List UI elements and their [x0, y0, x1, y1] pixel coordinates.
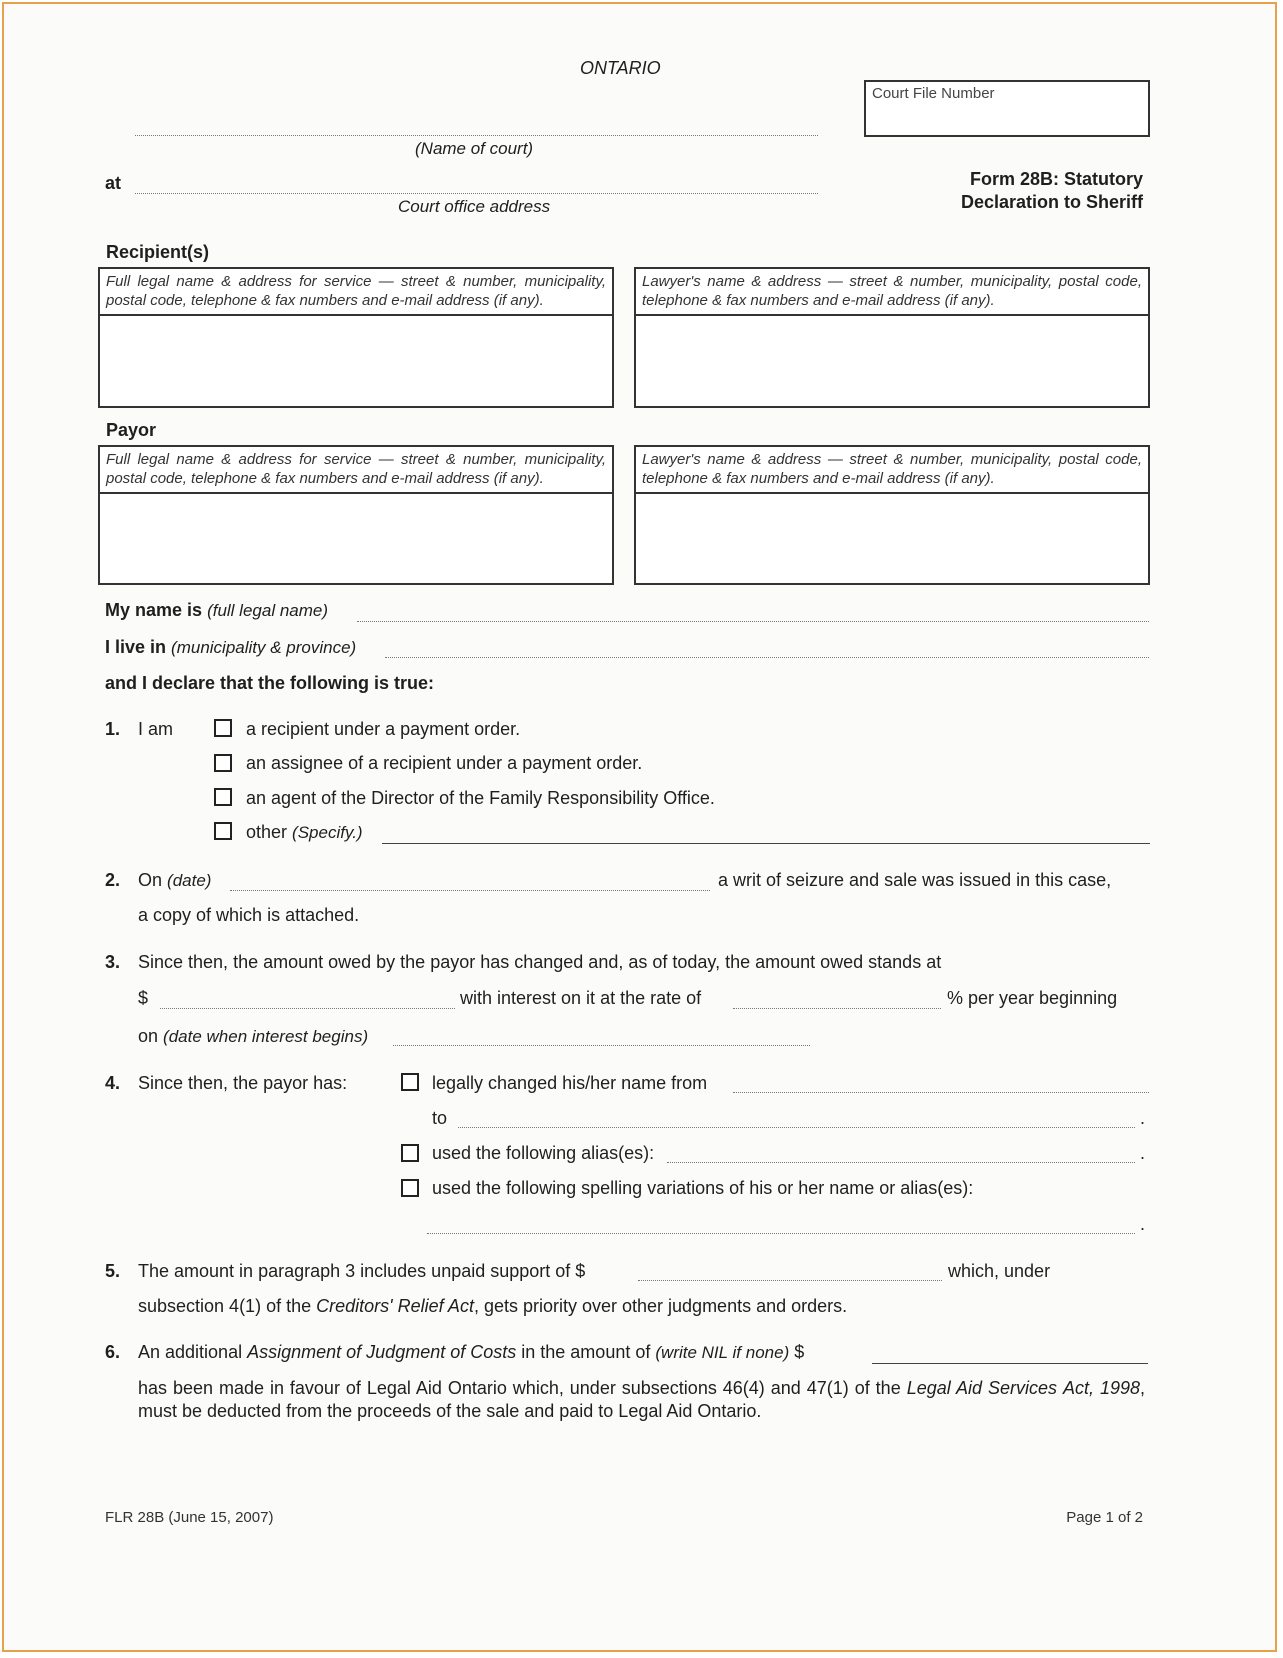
- recipient-lawyer-box[interactable]: [634, 267, 1150, 408]
- interest-date-line[interactable]: [393, 1045, 810, 1046]
- recipient-address-caption: Full legal name & address for service — street & number, municipality, postal code, telephone & fax numbers and e-mail address (if any).: [100, 269, 612, 316]
- payor-lawyer-box[interactable]: [634, 445, 1150, 585]
- option-other-hint: (Specify.): [292, 823, 363, 842]
- para6-body: [138, 1377, 1145, 1423]
- recipient-address-box[interactable]: [98, 267, 614, 408]
- assignment-of-costs: Assignment of Judgment of Costs: [247, 1342, 517, 1362]
- option-other-label: other: [246, 822, 288, 842]
- recipient-lawyer-caption: Lawyer's name & address — street & number, municipality, postal code, telephone & fax numbers and e-mail address (if any).: [636, 269, 1148, 316]
- para4-lead: Since then, the payor has:: [138, 1073, 348, 1093]
- para3-dollar: $: [138, 988, 149, 1008]
- name-of-court-caption: (Name of court): [415, 139, 534, 158]
- para1-lead: I am: [138, 719, 174, 739]
- para6-text-d: , must be deducted from the proceeds of the sale and paid to Legal Aid Ontario.: [138, 1378, 1146, 1421]
- para2-on: On: [138, 870, 163, 890]
- option-assignee-checkbox[interactable]: [214, 754, 232, 772]
- unpaid-support-line[interactable]: [638, 1280, 942, 1281]
- at-label: at: [105, 173, 122, 193]
- page-number: Page 1 of 2: [1066, 1509, 1143, 1526]
- option-assignee-label: an assignee of a recipient under a payment order.: [246, 753, 643, 773]
- para6-text-b: in the amount of: [521, 1342, 651, 1362]
- para4-number: 4.: [105, 1073, 121, 1093]
- para2-number: 2.: [105, 870, 121, 890]
- para5-line2: [138, 1296, 847, 1317]
- full-name-line[interactable]: [357, 621, 1149, 622]
- para3-number: 3.: [105, 952, 121, 972]
- court-file-number-box[interactable]: [864, 80, 1150, 137]
- period-3: .: [1140, 1214, 1146, 1234]
- para3-line1: Since then, the amount owed by the payor has changed and, as of today, the amount owed stands at: [138, 952, 942, 972]
- option-other-row: [246, 822, 363, 843]
- para6-text-c: has been made in favour of Legal Aid Ontario which, under subsections 46(4) and 47(1) of the: [138, 1378, 901, 1398]
- legal-aid-act-part1: Legal Aid Services: [906, 1378, 1058, 1398]
- former-name-line[interactable]: [733, 1092, 1149, 1093]
- option-agent-checkbox[interactable]: [214, 788, 232, 806]
- period-2: .: [1140, 1143, 1146, 1163]
- option-recipient-checkbox[interactable]: [214, 719, 232, 737]
- period-1: .: [1140, 1108, 1146, 1128]
- option-recipient-label: a recipient under a payment order.: [246, 719, 521, 739]
- interest-rate-line[interactable]: [733, 1008, 941, 1009]
- other-specify-line[interactable]: [382, 843, 1150, 844]
- para3-on-row: [138, 1026, 368, 1047]
- court-file-number-label: Court File Number: [872, 85, 995, 102]
- recipients-heading: Recipient(s): [106, 242, 210, 262]
- new-name-line[interactable]: [458, 1127, 1135, 1128]
- live-in-hint: (municipality & province): [171, 638, 357, 657]
- municipality-line[interactable]: [385, 657, 1149, 658]
- para3-percent-text: % per year beginning: [947, 988, 1118, 1008]
- legal-aid-act-part2: Act, 1998: [1062, 1378, 1140, 1398]
- para2-date-hint: (date): [167, 871, 212, 890]
- my-name-hint: (full legal name): [207, 601, 329, 620]
- my-name-label: My name is: [105, 600, 203, 620]
- costs-amount-line[interactable]: [872, 1363, 1148, 1364]
- spelling-line[interactable]: [427, 1233, 1135, 1234]
- creditors-relief-act: Creditors' Relief Act: [316, 1296, 474, 1316]
- court-name-line[interactable]: [135, 135, 818, 136]
- alias-checkbox[interactable]: [401, 1144, 419, 1162]
- form-title: [900, 168, 1143, 214]
- amount-owed-line[interactable]: [160, 1008, 455, 1009]
- name-change-label: legally changed his/her name from: [432, 1073, 708, 1093]
- para2-text-b: a copy of which is attached.: [138, 905, 360, 925]
- para6-dollar: $: [794, 1342, 805, 1362]
- para5-text-c1: subsection 4(1) of the: [138, 1296, 312, 1316]
- court-address-line[interactable]: [135, 193, 818, 194]
- alias-line[interactable]: [667, 1162, 1135, 1163]
- name-change-checkbox[interactable]: [401, 1073, 419, 1091]
- para6-number: 6.: [105, 1342, 121, 1362]
- writ-date-line[interactable]: [230, 890, 710, 891]
- form-id: FLR 28B (June 15, 2007): [105, 1509, 274, 1526]
- para2-on-row: [138, 870, 211, 891]
- para3-interest-text: with interest on it at the rate of: [460, 988, 702, 1008]
- para5-text-b: which, under: [948, 1261, 1051, 1281]
- payor-heading: Payor: [106, 420, 157, 440]
- para6-text-a: An additional: [138, 1342, 243, 1362]
- alias-label: used the following alias(es):: [432, 1143, 655, 1163]
- my-name-row: [105, 600, 328, 621]
- para3-on: on: [138, 1026, 159, 1046]
- declare-text: and I declare that the following is true:: [105, 673, 435, 693]
- para1-number: 1.: [105, 719, 121, 739]
- spelling-label: used the following spelling variations of his or her name or alias(es):: [432, 1178, 974, 1198]
- live-in-row: [105, 637, 356, 658]
- form-title-line2: Declaration to Sheriff: [960, 192, 1143, 212]
- court-office-caption: Court office address: [398, 197, 551, 216]
- para5-number: 5.: [105, 1261, 121, 1281]
- spelling-checkbox[interactable]: [401, 1179, 419, 1197]
- option-agent-label: an agent of the Director of the Family Responsibility Office.: [246, 788, 715, 808]
- payor-address-caption: Full legal name & address for service — street & number, municipality, postal code, telephone & fax numbers and e-mail address (if any).: [100, 447, 612, 494]
- payor-lawyer-caption: Lawyer's name & address — street & number, municipality, postal code, telephone & fax numbers and e-mail address (if any).: [636, 447, 1148, 494]
- to-label: to: [432, 1108, 448, 1128]
- para2-text-a: a writ of seizure and sale was issued in this case,: [718, 870, 1112, 890]
- province-title: ONTARIO: [580, 58, 661, 78]
- para5-text-a: The amount in paragraph 3 includes unpaid support of $: [138, 1261, 586, 1281]
- payor-address-box[interactable]: [98, 445, 614, 585]
- option-other-checkbox[interactable]: [214, 822, 232, 840]
- form-title-line1: Form 28B: Statutory: [969, 169, 1143, 189]
- live-in-label: I live in: [105, 637, 167, 657]
- para5-text-c2: , gets priority over other judgments and orders.: [473, 1296, 848, 1316]
- para3-date-hint: (date when interest begins): [163, 1027, 369, 1046]
- para6-line1: [138, 1342, 804, 1363]
- nil-hint: (write NIL if none): [655, 1343, 790, 1362]
